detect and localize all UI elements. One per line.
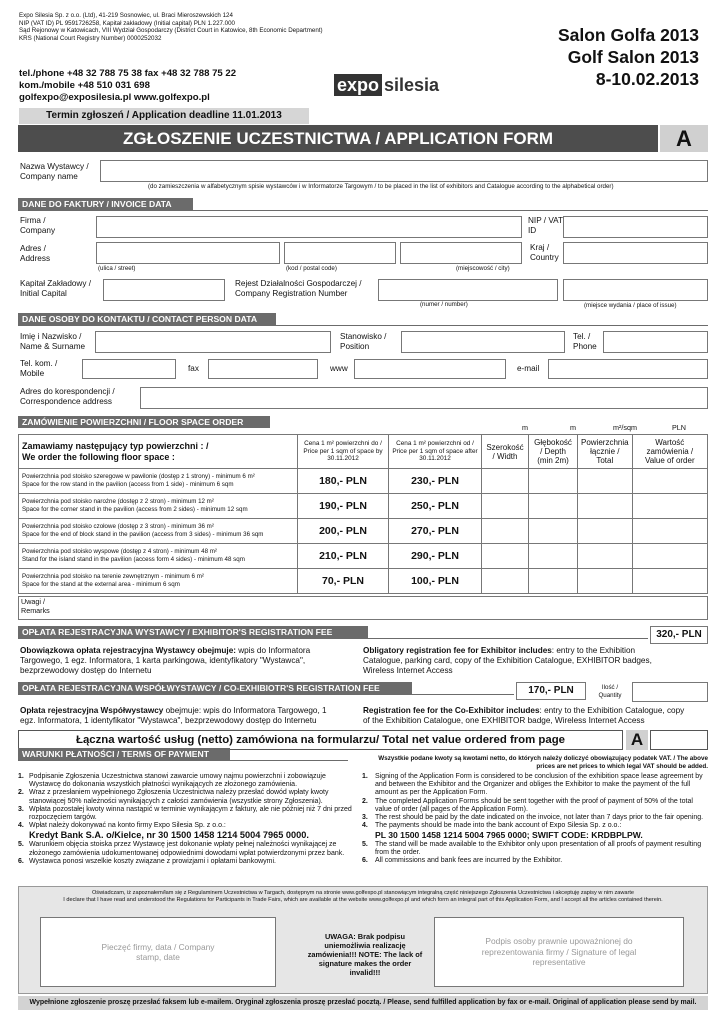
event-title-en: Golf Salon 2013 bbox=[567, 47, 699, 67]
unit-width: m bbox=[522, 423, 528, 432]
coexhibitor-fee-pl bbox=[20, 706, 330, 726]
coexhibitor-fee-en-text: : entry to the Exhibition Catalogue, copy of the Exhibition Catalogue, one EXHIBITOR badge, Wireless Internet Access bbox=[363, 706, 685, 725]
coexhibitor-fee-en bbox=[363, 706, 693, 726]
width-cell[interactable] bbox=[482, 519, 529, 544]
space-desc bbox=[19, 494, 298, 519]
space-desc-en: Space for the end of block stand in the pavilion (access from 3 sides) - minimum 36 sqm bbox=[22, 531, 264, 538]
mobile-label: Tel. kom. / Mobile bbox=[20, 359, 58, 378]
exhibitor-name-input[interactable] bbox=[100, 160, 708, 182]
terms-pl-item: 5. Warunkiem objęcia stoiska przez Wystawcę jest dokonanie wpłaty pełnej należności wynikającej ze złożonego zamówienia udokumentowanej odpowiednimi dowodami wpłat potwierdzonymi przez bank. bbox=[18, 841, 354, 857]
price-after: 250,- PLN bbox=[389, 494, 482, 519]
terms-en-item: 2. The completed Application Forms should be sent together with the proof of payment of 50% of the total value of order (all pages of the Application Form). bbox=[362, 798, 708, 814]
total-value-label: Łączna wartość usług (netto) zamówiona na formularzu/ Total net value ordered from page bbox=[75, 734, 566, 746]
price-before: 70,- PLN bbox=[298, 569, 389, 594]
order-heading-pl: Zamawiamy następujący typ powierzchni : / bbox=[22, 440, 209, 451]
exhibitor-fee-en-title: Obligatory registration fee for Exhibitor includes bbox=[363, 646, 552, 655]
terms-rule bbox=[18, 760, 348, 761]
value-cell[interactable] bbox=[632, 469, 707, 494]
space-desc-en: Stand for the island stand in the pavilion (access form 4 sides) - minimum 48 sqm bbox=[22, 556, 245, 563]
registry-issue-input[interactable] bbox=[563, 279, 708, 301]
terms-en-text: The stand will be made available to the Exhibitor only upon presentation of all proofs of payment resulting from the order. bbox=[375, 840, 702, 857]
price-after: 290,- PLN bbox=[389, 544, 482, 569]
coexhibitor-fee-header: OPŁATA REJESTRACYJNA WSPÓŁWYSTAWCY / CO-EXHIBIOTR'S REGISTRATION FEE bbox=[18, 682, 412, 694]
price-before: 210,- PLN bbox=[298, 544, 389, 569]
width-cell[interactable] bbox=[482, 569, 529, 594]
total-letter: A bbox=[626, 730, 648, 750]
table-row bbox=[19, 569, 708, 594]
company-line: NIP (VAT ID) PL 9591726258, Kapitał zakładowy (Initial capital) PLN 1.227.000 bbox=[19, 19, 235, 27]
table-row bbox=[19, 544, 708, 569]
invoice-header: DANE DO FAKTURY / INVOICE DATA bbox=[18, 198, 708, 210]
width-cell[interactable] bbox=[482, 544, 529, 569]
space-desc-pl: Powierzchnia pod stoisko czołowe (dostęp z 3 stron) - minimum 36 m² bbox=[22, 523, 214, 531]
position-input[interactable] bbox=[401, 331, 565, 353]
postal-note: (kod / postal code) bbox=[286, 265, 337, 272]
registry-number-input[interactable] bbox=[378, 279, 558, 301]
vat-note: Wszystkie podane kwoty są kwotami netto, do których należy doliczyć obowiązujący podatek VAT. / The above prices are net prices to which legal VAT should be added. bbox=[378, 755, 708, 770]
address-label: Adres / Address bbox=[20, 244, 51, 263]
bank-account-en: PL 30 1500 1458 1214 5004 7965 0000; SWIFT CODE: KRDBPLPW. bbox=[375, 830, 643, 841]
exhibitor-fee-en-text: : entry to the Exhibition Catalogue, parking card, copy of the Exhibition Catalogue, EXHIBITOR badges, Wireless Internet Access bbox=[363, 646, 652, 675]
contact-header: DANE OSOBY DO KONTAKTU / CONTACT PERSON DATA bbox=[18, 313, 708, 325]
firm-input[interactable] bbox=[96, 216, 522, 238]
order-heading bbox=[19, 435, 298, 469]
total-cell[interactable] bbox=[578, 494, 633, 519]
space-desc bbox=[19, 469, 298, 494]
phone-line: tel./phone +48 32 788 75 38 fax +48 32 788 75 22 bbox=[19, 68, 237, 79]
floor-header: ZAMÓWIENIE POWIERZCHNI / FLOOR SPACE ORDER bbox=[18, 416, 270, 428]
exhibitor-name-note: (do zamieszczenia w alfabetycznym spisie wystawców i w Informatorze Targowym / to be placed in the list of exhibitors and Catalogue according to the alphabetical order) bbox=[148, 183, 614, 190]
logo-expo: expo bbox=[334, 74, 382, 96]
registry-label: Rejest Działalności Gospodarczej / Company Registration Number bbox=[235, 279, 362, 298]
value-cell[interactable] bbox=[632, 494, 707, 519]
space-desc-en: Space for the stand at the external area - minimum 6 sqm bbox=[22, 581, 180, 588]
terms-pl-list bbox=[18, 773, 354, 866]
person-name-label: Imię i Nazwisko / Name & Surname bbox=[20, 332, 86, 351]
width-cell[interactable] bbox=[482, 494, 529, 519]
terms-pl-item: 2. Wraz z przesłaniem wypełnionego Zgłoszenia Uczestnictwa należy przesłać dowód wpłaty kwoty stanowiącej 50% należności wynikających z całości zamówienia (wszystkie strony Zgłoszenia). bbox=[18, 789, 354, 805]
col-depth: Głębokość / Depth (min 2m) bbox=[529, 435, 578, 469]
nip-input[interactable] bbox=[563, 216, 708, 238]
signature-box[interactable] bbox=[434, 917, 684, 987]
depth-cell[interactable] bbox=[529, 469, 578, 494]
terms-en-text: The rest should be paid by the date indicated on the invoice, not later than 7 days prior to the fair opening. bbox=[375, 814, 704, 822]
event-title-pl: Salon Golfa 2013 bbox=[557, 25, 699, 45]
terms-pl-text: Wpłata pozostałej kwoty winna nastąpić w terminie wynikającym z faktury, ale nie później niż 7 dni przed rozpoczęciem targów. bbox=[29, 805, 352, 822]
mobile-input[interactable] bbox=[82, 359, 176, 379]
unit-value: PLN bbox=[672, 423, 686, 432]
quantity-label: Ilość / Quantity bbox=[598, 684, 622, 699]
email-label: e-mail bbox=[517, 364, 540, 373]
total-cell[interactable] bbox=[578, 569, 633, 594]
firm-label: Firma / Company bbox=[20, 216, 56, 235]
space-desc bbox=[19, 544, 298, 569]
terms-pl-item: 3. Wpłata pozostałej kwoty winna nastąpić w terminie wynikającym z faktury, ale nie później niż 7 dni przed rozpoczęciem targów. bbox=[18, 806, 354, 822]
terms-en-item: 1. Signing of the Application Form is considered to be conclusion of the exhibition space lease agreement by and between the Exhibitor and the Organizer and obliges the Exhibitor to make the payment of the full amount as per the Application Form. bbox=[362, 773, 708, 798]
space-desc bbox=[19, 569, 298, 594]
company-line: Expo Silesia Sp. z o.o. (Ltd), 41-219 Sosnowiec, ul. Braci Mieroszewskich 124 bbox=[19, 12, 233, 19]
terms-en-item: 4. The payments should be made into the bank account of Expo Silesia Sp. z o.o.: bbox=[362, 822, 622, 830]
unit-depth: m bbox=[570, 423, 576, 432]
signature-warning: UWAGA: Brak podpisu uniemożliwia realizację zamówienia!!! NOTE: The lack of signature makes the order invalid!!! bbox=[307, 932, 423, 977]
depth-cell[interactable] bbox=[529, 569, 578, 594]
col-after: Cena 1 m² powierzchni od / Price per 1 sqm of space after 30.11.2012 bbox=[389, 435, 482, 469]
exhibitor-fee-pl-title: Obowiązkowa opłata rejestracyjna Wystawcy obejmuje: bbox=[20, 646, 236, 655]
postal-input[interactable] bbox=[284, 242, 396, 264]
total-value-input[interactable] bbox=[650, 730, 708, 750]
city-input[interactable] bbox=[400, 242, 522, 264]
company-line: Sąd Rejonowy w Katowicach, VIII Wydział Gospodarczy (District Court in Katowice, 8th Economic Department) bbox=[19, 27, 323, 35]
col-before: Cena 1 m² powierzchni do / Price per 1 sqm of space by 30.11.2012 bbox=[298, 435, 389, 469]
declaration-pl: Oświadczam, iż zapoznałem/łam się z Regulaminem Uczestnictwa w Targach, dostępnym na stronie www.golfexpo.pl stanowiącym integralną część niniejszego Zgłoszenia Uczestnictwa i akceptuję zapisy w nim zawarte bbox=[91, 890, 635, 896]
terms-en-list bbox=[362, 773, 708, 866]
terms-en-item: 3. The rest should be paid by the date indicated on the invoice, not later than 7 days prior to the fair opening. bbox=[362, 814, 704, 822]
exhibitor-fee-en bbox=[363, 646, 663, 675]
price-after: 230,- PLN bbox=[389, 469, 482, 494]
terms-en-text: The payments should be made into the bank account of Expo Silesia Sp. z o.o.: bbox=[375, 822, 622, 830]
declaration-en: I declare that I have read and understood the Regulations for Participants in Trade Fairs, which are available at the website www.golfexpo.pl and which form an integral part of this Application Form, and I accept all the articles contained therein. bbox=[63, 897, 663, 903]
remarks-label: Uwagi / Remarks bbox=[21, 597, 50, 615]
depth-cell[interactable] bbox=[529, 544, 578, 569]
coexhibitor-fee-en-title: Registration fee for the Co-Exhibitor includes bbox=[363, 706, 540, 715]
order-heading-en: We order the following floor space : bbox=[22, 451, 175, 462]
fax-input[interactable] bbox=[208, 359, 318, 379]
price-before: 200,- PLN bbox=[298, 519, 389, 544]
floor-table-header bbox=[19, 435, 708, 469]
declaration-text bbox=[22, 890, 704, 904]
coexhibitor-fee-pl-title: Opłata rejestracyjna Współwystawcy bbox=[20, 706, 164, 715]
col-total: Powierzchnia łącznie / Total bbox=[578, 435, 633, 469]
remarks-input[interactable] bbox=[18, 596, 708, 620]
country-input[interactable] bbox=[563, 242, 708, 264]
terms-header: WARUNKI PŁATNOŚCI / TERMS OF PAYMENT bbox=[18, 748, 230, 760]
price-before: 180,- PLN bbox=[298, 469, 389, 494]
number-note: (numer / number) bbox=[420, 301, 468, 308]
terms-en-item: 5. The stand will be made available to the Exhibitor only upon presentation of all proofs of payment resulting from the order. bbox=[362, 841, 708, 857]
phone-label: Tel. / Phone bbox=[573, 332, 597, 351]
space-desc-en: Space for the corner stand in the pavilion (access from 2 sides) - minimum 12 sqm bbox=[22, 506, 248, 513]
contact-phones bbox=[19, 68, 236, 104]
city-note: (miejscowość / city) bbox=[456, 265, 510, 272]
quantity-input[interactable] bbox=[632, 682, 708, 702]
exhibitor-fee-header: OPŁATA REJESTRACYJNA WYSTAWCY / EXHIBITOR'S REGISTRATION FEE bbox=[18, 626, 708, 638]
country-label: Kraj / Country bbox=[530, 243, 559, 262]
logo-silesia: silesia bbox=[384, 75, 440, 95]
table-row bbox=[19, 519, 708, 544]
email-input[interactable] bbox=[548, 359, 708, 379]
space-desc-pl: Powierzchnia pod stoisko narożne (dostęp z 2 stron) - minimum 12 m² bbox=[22, 498, 214, 506]
terms-pl-text: Podpisanie Zgłoszenia Uczestnictwa stanowi zawarcie umowy najmu powierzchni i zobowiązuje Wystawcę do dokonania wszystkich płatności wynikających ze złożonego zamówienia. bbox=[29, 773, 326, 789]
depth-cell[interactable] bbox=[529, 519, 578, 544]
event-dates: 8-10.02.2013 bbox=[595, 69, 699, 89]
nip-label: NIP / VAT ID bbox=[528, 216, 563, 235]
terms-pl-item: 6. Wystawca ponosi wszelkie koszty związane z prowizjami i opłatami bankowymi. bbox=[18, 857, 276, 865]
value-cell[interactable] bbox=[632, 544, 707, 569]
terms-pl-text: Warunkiem objęcia stoiska przez Wystawcę jest dokonanie wpłaty pełnej należności wynikającej ze złożonego zamówienia udokumentowanej odpowiednimi dowodami wpłat potwierdzonymi przez bank. bbox=[29, 841, 345, 857]
terms-pl-text: Wpłat należy dokonywać na konto firmy Expo Silesia Sp. z o.o.: bbox=[29, 822, 226, 830]
coexhibitor-fee-pl-text: obejmuje: wpis do Informatora Targowego, 1 egz. Informatora, 1 identyfikator "Wystawca", bezprzewodowy dostęp do Internetu bbox=[20, 706, 327, 725]
footer-note: Wypełnione zgłoszenie proszę przesłać faksem lub e-mailem. Oryginał zgłoszenia proszę przesłać pocztą. / Please, send fulfilled application by fax or e-mail. Original of application please send by mail. bbox=[18, 996, 708, 1010]
person-name-input[interactable] bbox=[95, 331, 331, 353]
exhibitor-fee-rule bbox=[18, 638, 648, 639]
deadline-banner: Termin zgłoszeń / Application deadline 11.01.2013 bbox=[19, 108, 309, 124]
terms-pl-text: Wystawca ponosi wszelkie koszty związane z prowizjami i opłatami bankowymi. bbox=[29, 857, 276, 865]
space-desc-en: Space for the row stand in the pavilion (access from 1 side) - minimum 6 sqm bbox=[22, 481, 234, 488]
capital-label: Kapitał Zakładowy / Initial Capital bbox=[20, 279, 91, 298]
terms-pl-text: Wraz z przesłaniem wypełnionego Zgłoszenia Uczestnictwa należy przesłać dowód wpłaty kwoty stanowiącej 50% należności wynikających z całości zamówienia (wszystkie strony Zgłoszenia). bbox=[29, 789, 329, 805]
position-label: Stanowisko / Position bbox=[340, 332, 387, 351]
www-input[interactable] bbox=[354, 359, 506, 379]
total-cell[interactable] bbox=[578, 544, 633, 569]
phone-input[interactable] bbox=[603, 331, 708, 353]
col-value: Wartość zamówienia / Value of order bbox=[632, 435, 707, 469]
bank-account-pl: Kredyt Bank S.A. o/Kielce, nr 30 1500 1458 1214 5004 7965 0000. bbox=[29, 830, 309, 841]
total-cell[interactable] bbox=[578, 469, 633, 494]
company-info bbox=[19, 12, 439, 42]
company-line: KRS (National Court Registry Number) 0000252032 bbox=[19, 34, 162, 42]
table-row bbox=[19, 469, 708, 494]
total-cell[interactable] bbox=[578, 519, 633, 544]
mobile-line: kom./mobile +48 510 031 698 bbox=[19, 80, 150, 91]
signature-label: Podpis osoby prawnie upoważnionej do reprezentowania firmy / Signature of legal representative bbox=[481, 936, 637, 968]
correspondence-input[interactable] bbox=[140, 387, 708, 409]
capital-input[interactable] bbox=[103, 279, 225, 301]
terms-pl-item: 4. Wpłat należy dokonywać na konto firmy Expo Silesia Sp. z o.o.: bbox=[18, 822, 226, 830]
space-desc-pl: Powierzchnia pod stoisko szeregowe w pawilonie (dostęp z 1 strony) - minimum 6 m² bbox=[22, 473, 255, 481]
contact-rule bbox=[18, 325, 708, 326]
invoice-rule bbox=[18, 210, 708, 211]
table-row bbox=[19, 494, 708, 519]
correspondence-label: Adres do korespondencji / Correspondence address bbox=[20, 387, 115, 406]
terms-en-text: The completed Application Forms should be sent together with the proof of payment of 50% of the total value of order (all pages of the Application Form). bbox=[375, 797, 693, 813]
terms-en-item: 6. All commissions and bank fees are incurred by the Exhibitor. bbox=[362, 857, 563, 865]
space-desc-pl: Powierzchnia pod stoisko wyspowe (dostęp z 4 stron) - minimum 48 m² bbox=[22, 548, 217, 556]
form-title: ZGŁOSZENIE UCZESTNICTWA / APPLICATION FORM bbox=[18, 125, 658, 152]
floor-space-table bbox=[18, 434, 708, 594]
space-desc bbox=[19, 519, 298, 544]
price-before: 190,- PLN bbox=[298, 494, 389, 519]
exhibitor-fee-price: 320,- PLN bbox=[650, 626, 708, 644]
coexhibitor-fee-price: 170,- PLN bbox=[516, 682, 586, 700]
price-after: 270,- PLN bbox=[389, 519, 482, 544]
fax-label: fax bbox=[188, 364, 199, 373]
terms-pl-item: 1. Podpisanie Zgłoszenia Uczestnictwa stanowi zawarcie umowy najmu powierzchni i zobowiązuje Wystawcę do dokonania wszystkich płatności wynikających ze złożonego zamówienia. bbox=[18, 773, 354, 789]
terms-en-text: Signing of the Application Form is considered to be conclusion of the exhibition space lease agreement by and between the Exhibitor and the Organizer and obliges the Exhibitor to make the payment of the full amount as per the Application Form. bbox=[375, 773, 703, 797]
value-cell[interactable] bbox=[632, 519, 707, 544]
total-value-row bbox=[18, 730, 623, 750]
street-input[interactable] bbox=[96, 242, 280, 264]
terms-en-text: All commissions and bank fees are incurred by the Exhibitor. bbox=[375, 857, 563, 865]
event-title bbox=[558, 24, 699, 90]
coexhibitor-fee-rule bbox=[18, 694, 514, 695]
company-stamp-label: Pieczęć firmy, data / Company stamp, date bbox=[101, 941, 215, 962]
issue-note: (miejsce wydania / place of issue) bbox=[584, 302, 677, 309]
email-line[interactable]: golfexpo@exposilesia.pl www.golfexpo.pl bbox=[19, 92, 210, 103]
form-letter: A bbox=[660, 125, 708, 152]
exhibitor-fee-pl bbox=[20, 646, 320, 675]
depth-cell[interactable] bbox=[529, 494, 578, 519]
value-cell[interactable] bbox=[632, 569, 707, 594]
company-stamp-box[interactable] bbox=[40, 917, 276, 987]
exhibitor-name-label: Nazwa Wystawcy / Company name bbox=[20, 162, 89, 181]
unit-total: m²/sqm bbox=[613, 423, 637, 432]
price-after: 100,- PLN bbox=[389, 569, 482, 594]
width-cell[interactable] bbox=[482, 469, 529, 494]
street-note: (ulica / street) bbox=[98, 265, 136, 272]
col-width: Szerokość / Width bbox=[482, 435, 529, 469]
www-label: www bbox=[330, 364, 348, 373]
exhibitor-fee-pl-text: wpis do Informatora Targowego, 1 egz. Informatora, 1 karta parkingowa, identyfikatory "Wystawca", bezprzewodowy dostęp do Internetu bbox=[20, 646, 311, 675]
space-desc-pl: Powierzchnia pod stoisko na terenie zewnętrznym - minimum 6 m² bbox=[22, 573, 204, 581]
expo-silesia-logo bbox=[334, 74, 439, 96]
